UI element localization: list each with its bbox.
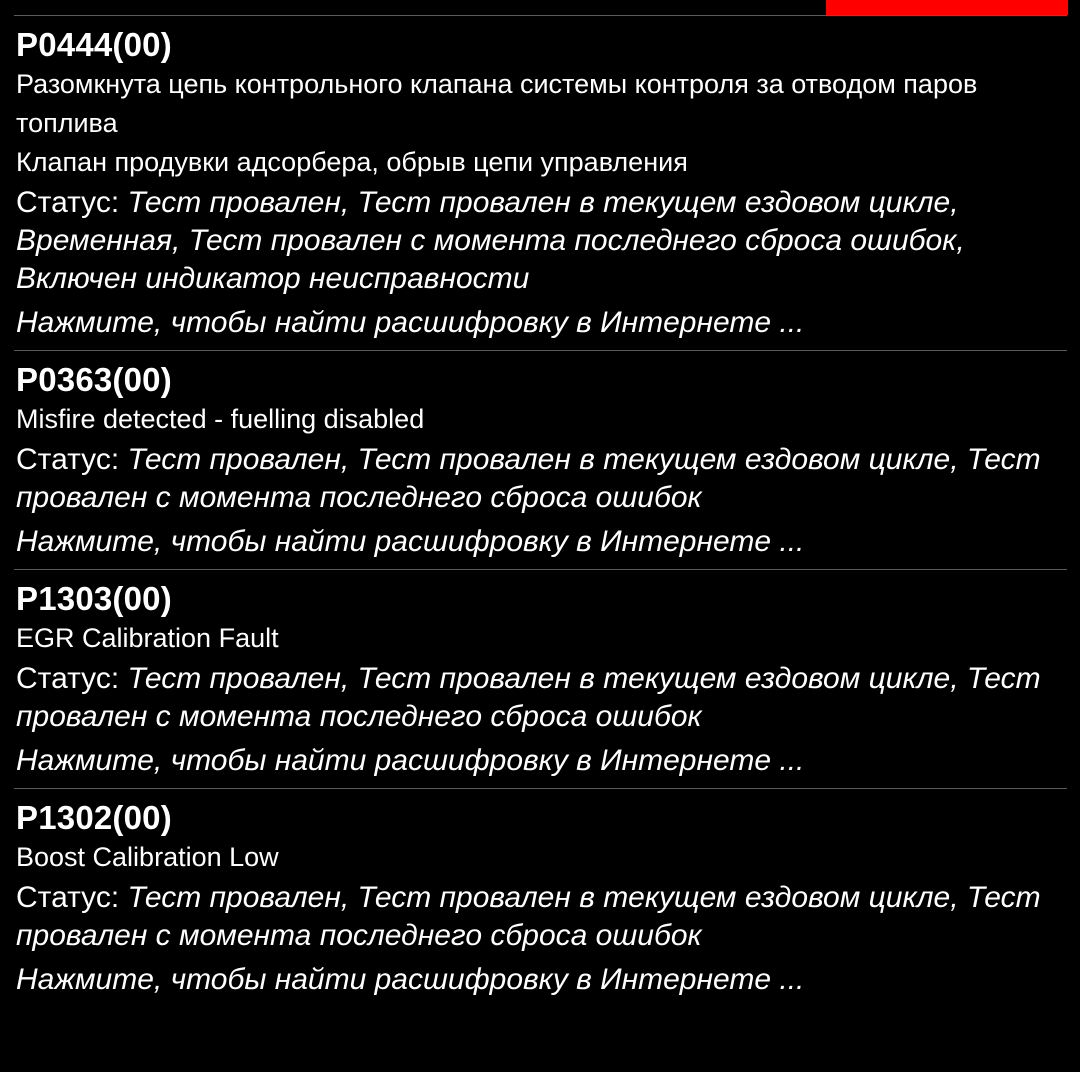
- code-status: [16, 660, 1067, 736]
- code-description: Misfire detected - fuelling disabled: [16, 404, 425, 434]
- status-label: Статус:: [16, 881, 128, 914]
- search-online-link[interactable]: Нажмите, чтобы найти расшифровку в Интернете ...: [16, 306, 805, 339]
- code-status: [16, 184, 1067, 298]
- trouble-code: P0444(00): [16, 26, 172, 63]
- code-description: Разомкнута цепь контрольного клапана системы контроля за отводом паров топлива: [16, 69, 978, 138]
- status-value: Тест провален, Тест провален в текущем ездовом цикле, Тест провален с момента последнего сброса ошибок: [16, 881, 1041, 952]
- trouble-code-entry-p0444[interactable]: [14, 15, 1067, 350]
- trouble-code-entry-p1303[interactable]: [14, 569, 1067, 788]
- trouble-code: P0363(00): [16, 361, 172, 398]
- status-value: Тест провален, Тест провален в текущем ездовом цикле, Тест провален с момента последнего сброса ошибок: [16, 443, 1041, 514]
- code-description-secondary: Клапан продувки адсорбера, обрыв цепи управления: [16, 147, 688, 177]
- search-online-link[interactable]: Нажмите, чтобы найти расшифровку в Интернете ...: [16, 744, 805, 777]
- search-online-link[interactable]: Нажмите, чтобы найти расшифровку в Интернете ...: [16, 963, 805, 996]
- status-label: Статус:: [16, 662, 128, 695]
- code-description: EGR Calibration Fault: [16, 623, 279, 653]
- code-status: [16, 441, 1067, 517]
- status-label: Статус:: [16, 443, 128, 476]
- status-value: Тест провален, Тест провален в текущем ездовом цикле, Тест провален с момента последнего сброса ошибок: [16, 662, 1041, 733]
- code-description: Boost Calibration Low: [16, 842, 279, 872]
- status-value: Тест провален, Тест провален в текущем ездовом цикле, Временная, Тест провален с момента последнего сброса ошибок, Включен индикатор неисправности: [16, 186, 965, 295]
- selection-indicator-bar: [826, 0, 1068, 15]
- trouble-code: P1303(00): [16, 580, 172, 617]
- status-label: Статус:: [16, 186, 128, 219]
- code-status: [16, 879, 1067, 955]
- trouble-code-entry-p0363[interactable]: [14, 350, 1067, 569]
- trouble-code-entry-p1302[interactable]: [14, 788, 1067, 1007]
- search-online-link[interactable]: Нажмите, чтобы найти расшифровку в Интернете ...: [16, 525, 805, 558]
- trouble-code: P1302(00): [16, 799, 172, 836]
- trouble-code-list: [14, 15, 1067, 1007]
